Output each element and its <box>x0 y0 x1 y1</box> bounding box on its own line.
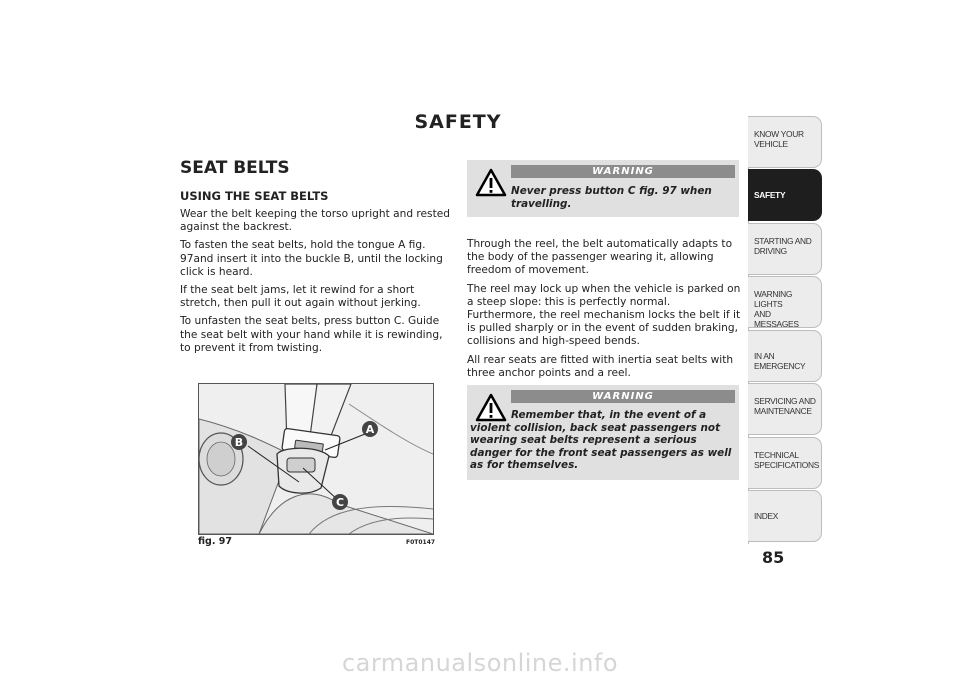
warning-text: Never press button C fig. 97 when travelling. <box>511 185 712 210</box>
tab-label-line1: INDEX <box>754 511 779 521</box>
tab-safety[interactable] <box>748 169 822 221</box>
page-number: 85 <box>762 548 785 567</box>
callout-label-b: B <box>234 436 244 449</box>
tab-servicing-and-maintenance[interactable] <box>748 383 822 435</box>
section-title: SEAT BELTS <box>180 158 290 178</box>
tab-label-line2: MAINTENANCE <box>754 406 812 416</box>
warning-text: Remember that, in the event of a violent collision, back seat passengers not wearing seat belts represent a serious danger for the front seat passengers as well as for themselves. <box>470 409 732 472</box>
tab-label-line2: AND MESSAGES <box>754 309 799 329</box>
tab-label-line1: WARNING LIGHTS <box>754 289 793 309</box>
tab-in-an-emergency[interactable] <box>748 330 822 382</box>
callout-label-a: A <box>365 423 375 436</box>
watermark: carmanualsonline.info <box>341 649 619 677</box>
page-title: SAFETY <box>414 111 502 133</box>
tab-label-line2: VEHICLE <box>754 139 788 149</box>
tab-label-line1: TECHNICAL <box>754 450 799 460</box>
subsection-title: USING THE SEAT BELTS <box>180 189 329 203</box>
paragraph: Wear the belt keeping the torso upright and rested against the backrest. <box>180 208 450 234</box>
right-column-text <box>467 238 741 385</box>
tab-label-line2: DRIVING <box>754 246 787 256</box>
tab-technical-specifications[interactable] <box>748 437 822 489</box>
tab-label-line1: KNOW YOUR <box>754 129 804 139</box>
warning-box-1 <box>467 160 739 217</box>
warning-heading: WARNING <box>511 165 735 178</box>
tab-label-line1: IN AN EMERGENCY <box>754 351 806 371</box>
paragraph: To fasten the seat belts, hold the tongue A fig. 97and insert it into the buckle B, until the locking click is heard. <box>180 239 443 278</box>
warning-heading: WARNING <box>511 390 735 403</box>
paragraph: To unfasten the seat belts, press button C. Guide the seat belt with your hand while it is rewinding, to prevent it from twisting. <box>180 315 443 354</box>
seat-belt-illustration <box>199 384 433 534</box>
paragraph: If the seat belt jams, let it rewind for a short stretch, then pull it out again without jerking. <box>180 284 421 310</box>
tab-warning-lights[interactable] <box>748 276 822 328</box>
paragraph: All rear seats are fitted with inertia seat belts with three anchor points and a reel. <box>467 353 734 379</box>
paragraph: Through the reel, the belt automatically adapts to the body of the passenger wearing it, allowing freedom of movement. <box>467 238 733 277</box>
callout-label-c: C <box>335 496 345 509</box>
figure-caption: fig. 97 <box>198 536 232 547</box>
seat-belt-figure <box>198 383 434 535</box>
tab-index[interactable] <box>748 490 822 542</box>
tab-starting-and-driving[interactable] <box>748 223 822 275</box>
tab-label-line1: SAFETY <box>754 190 786 200</box>
warning-box-2 <box>467 385 739 480</box>
left-column-text <box>180 208 452 360</box>
tab-label-line1: SERVICING AND <box>754 396 816 406</box>
paragraph: The reel may lock up when the vehicle is parked on a steep slope: this is perfectly normal. Furthermore, the reel mechanism locks the belt if it is pulled sharply or in the event of sudden braking, collisions and high-speed bends. <box>467 282 741 348</box>
warning-triangle-icon <box>475 168 507 198</box>
tab-know-your-vehicle[interactable] <box>748 116 822 168</box>
figure-code: F0T0147 <box>406 539 436 546</box>
tab-label-line2: SPECIFICATIONS <box>754 460 819 470</box>
tab-label-line1: STARTING AND <box>754 236 812 246</box>
